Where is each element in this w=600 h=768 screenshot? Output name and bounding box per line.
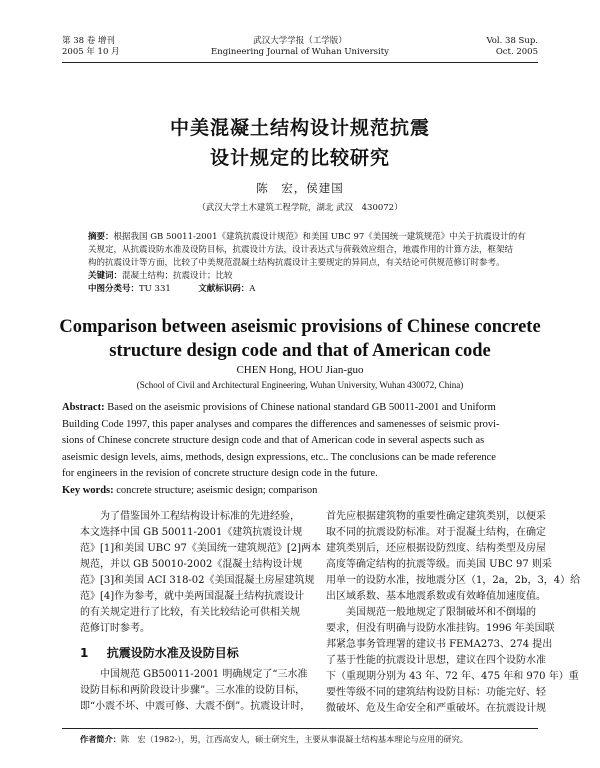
text-line: 为了借鉴国外工程结构设计标准的先进经验， [100,511,300,522]
title-en-line2: structure design code and that of American code [109,341,491,361]
abstract-cn-line3: 构的抗震设计等方面，比较了中美规范混凝土结构抗震设计主要规定的异同点，有关结论可供规范修订时参考。 [88,258,505,268]
abstract-en-line4: aseismic design levels, aims, methods, design expressions, etc.. The conclusions can be made reference [62,451,496,463]
text-line: 的有关规定进行了比较，有关比较结论可供相关规 [80,607,300,618]
classification-value: TU 331 [139,284,171,294]
date-en: Oct. 2005 [495,47,538,57]
classification-label: 中图分类号： [88,284,140,294]
volume-en: Vol. 38 Sup. [486,36,538,46]
text-line: 首先应根据建筑物的重要性确定建筑类别，以便采 [326,511,546,522]
journal-name-cn: 武汉大学学报（工学版） [253,36,347,46]
text-line: 本文选择中国 GB 50011-2001《建筑抗震设计规 [80,527,303,538]
text-line: 微破坏、危及生命安全和严重破坏。在抗震设计规 [326,703,546,714]
footnote-label: 作者简介： [80,734,121,744]
intro-paragraph [80,509,322,637]
left-column [80,509,322,715]
text-line: 中国规范 GB50011-2001 明确规定了“三水准 [100,669,308,680]
abstract-en-line3: sions of Chinese concrete structure design code and that of American code in several aspects such as [62,435,485,446]
authors-cn: 陈 宏，侯建国 [256,181,344,195]
text-line: 邦紧急事务管理署的建议书 FEMA273、274 提出 [326,639,553,650]
title-en-line1: Comparison between aseismic provisions of Chinese concrete [59,317,541,337]
text-line: 取不同的抗震设防标准。对于混凝土结构，在确定 [326,527,546,538]
title-cn-line1: 中美混凝土结构设计规范抗震 [169,117,430,139]
text-line: 了基于性能的抗震设计思想，建议在四个设防水准 [326,655,546,666]
keywords-en-text: concrete structure; aseismic design; comparison [113,484,318,496]
footnote-rule [62,728,538,729]
keywords-cn-text: 混凝土结构；抗震设计；比较 [122,271,233,281]
text-line: 要求，但没有明确与设防水准挂钩。1996 年美国联 [326,623,555,634]
journal-issue-info [486,36,538,58]
right-paragraph-1 [326,509,581,605]
text-line: 范修订时参考。 [80,623,150,634]
right-column [326,509,581,717]
affiliation-en: (School of Civil and Architectural Engineering, Wuhan University, Wuhan 430072, China) [136,380,464,390]
text-line: 下（重现期分别为 43 年、72 年、475 年和 970 年）重 [326,671,579,682]
text-line: 范》[3]和美国 ACI 318-02《美国混凝土房屋建筑规 [80,575,315,586]
volume-label: 第 38 卷 增刊 [62,36,115,46]
abstract-en-line2: Building Code 1997, this paper analyses and compares the differences and samenesses of seismic provi- [62,418,500,430]
abstract-cn-label: 摘要： [88,232,114,242]
keywords-en-label: Key words: [62,484,114,496]
abstract-en-label: Abstract: [62,402,105,413]
text-line: 范》[4]作为参考，就中美两国混凝土结构抗震设计 [80,591,305,602]
affiliation-cn: （武汉大学土木建筑工程学院，湖北 武汉 430072） [197,203,403,213]
text-line: 用单一的设防水准，按地震分区（1，2a，2b，3，4）给 [326,575,581,586]
abstract-cn-line1: 根据我国 GB 50011-2001《建筑抗震设计规范》和美国 UBC 97《美国统一建筑规范》中关于抗震设计的有 [113,232,526,242]
abstract-en-line5: for engineers in the revision of concrete structure design code in the future. [62,468,378,479]
document-code-value: A [249,284,256,294]
text-line: 即“小震不坏、中震可修、大震不倒”。抗震设计时， [80,701,311,712]
text-line: 要性等级不同的建筑结构设防目标：功能完好、轻 [326,687,546,698]
document-code-label: 文献标识码： [198,284,250,294]
text-line: 设防目标和两阶段设计步骤”。三水准的设防目标， [80,685,306,696]
abstract-en [62,400,540,499]
text-line: 规范，并以 GB 50010-2002《混凝土结构设计规 [80,559,303,570]
journal-name-en: Engineering Journal of Wuhan University [211,47,389,57]
footnote [80,733,468,745]
section-title: 抗震设防水准及设防目标 [106,646,239,660]
section-number: 1 [80,646,89,660]
date-label: 2005 年 10 月 [62,47,120,57]
text-line: 建筑类别后，还应根据设防烈度、结构类型及房屋 [326,543,546,554]
text-line: 范》[1]和美国 UBC 97《美国统一建筑规范》[2]两本 [80,543,322,554]
section-paragraph [80,667,311,715]
abstract-cn [88,231,528,296]
keywords-cn-label: 关键词： [88,271,123,281]
header-rule [62,62,538,63]
abstract-cn-line2: 关规定，从抗震设防水准及设防目标，抗震设计方法，设计表达式与荷载效应组合，地震作用的计算方法，框架结 [88,245,514,255]
section-heading [80,645,308,661]
text-line: 出区域系数、基本地震系数或有效峰值加速度值。 [326,591,546,602]
footnote-text: 陈 宏（1982-），男，江西高安人，硕士研究生，主要从事混凝土结构基本理论与应用的研究。 [120,734,468,744]
authors-en: CHEN Hong, HOU Jian-guo [236,364,364,376]
title-cn-line2: 设计规定的比较研究 [209,147,390,169]
text-line: 美国规范一般地规定了限制破坏和不倒塌的 [346,607,536,618]
abstract-en-line1: Based on the aseismic provisions of Chinese national standard GB 50011-2001 and Uniform [104,402,496,413]
text-line: 高度等确定结构的抗震等级。而美国 UBC 97 则采 [326,559,552,570]
right-paragraph-2 [326,605,579,717]
